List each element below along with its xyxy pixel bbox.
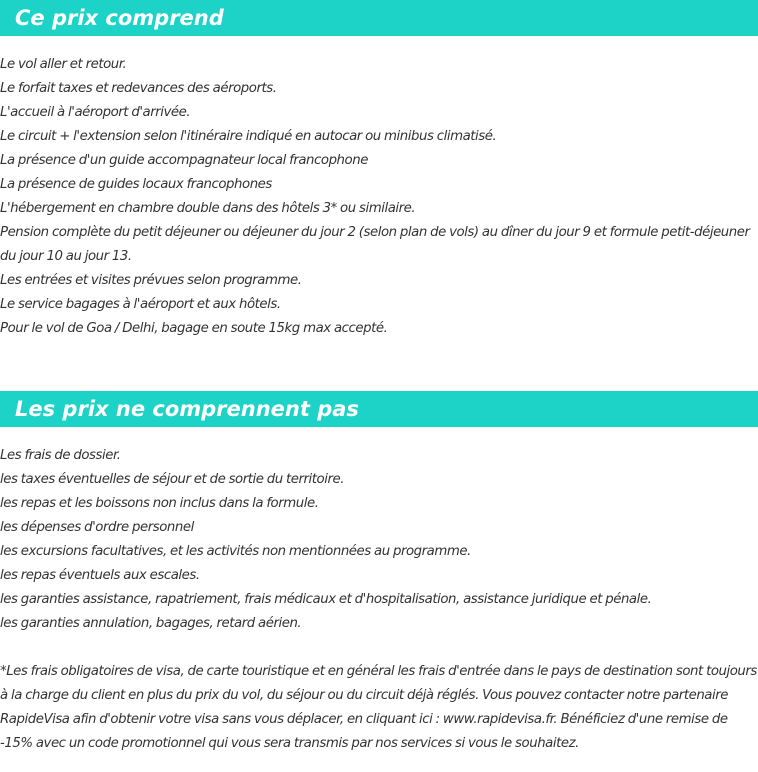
list-item: les repas éventuels aux escales. — [0, 568, 200, 583]
list-item: Le vol aller et retour. — [0, 57, 127, 72]
list-item: les excursions facultatives, et les activités non mentionnées au programme. — [0, 544, 471, 559]
list-item: Les frais de dossier. — [0, 448, 121, 463]
list-item: les taxes éventuelles de séjour et de sortie du territoire. — [0, 472, 345, 487]
list-item: Le forfait taxes et redevances des aéroports. — [0, 81, 277, 96]
included-list — [0, 53, 758, 341]
excluded-list — [0, 444, 758, 636]
visa-note: *Les frais obligatoires de visa, de carte touristique et en général les frais d'entrée dans le pays de destination sont toujours à la charge du client en plus du prix du vol, du séjour ou du circuit déjà réglés. Vous pouvez contacter notre partenaire RapideVisa afin d'obtenir votre visa sans vous déplacer, en cliquant ici : www.rapidevisa.fr. Bénéficiez d'une remise de -15% avec un code promotionnel qui vous sera transmis par nos services si vous le souhaitez. — [0, 664, 757, 751]
included-section-title: Ce prix comprend — [0, 0, 758, 36]
list-item: les garanties annulation, bagages, retard aérien. — [0, 616, 302, 631]
list-item: Pour le vol de Goa / Delhi, bagage en soute 15kg max accepté. — [0, 321, 388, 336]
list-item: Le circuit + l'extension selon l'itinéraire indiqué en autocar ou minibus climatisé. — [0, 129, 497, 144]
list-item: les repas et les boissons non inclus dans la formule. — [0, 496, 319, 511]
list-item: Le service bagages à l'aéroport et aux hôtels. — [0, 297, 281, 312]
list-item: les garanties assistance, rapatriement, frais médicaux et d'hospitalisation, assistance juridique et pénale. — [0, 592, 652, 607]
list-item: L'accueil à l'aéroport d'arrivée. — [0, 105, 191, 120]
list-item: les dépenses d'ordre personnel — [0, 520, 194, 535]
excluded-section-title: Les prix ne comprennent pas — [0, 391, 758, 427]
list-item: Les entrées et visites prévues selon programme. — [0, 273, 302, 288]
list-item: La présence de guides locaux francophones — [0, 177, 272, 192]
list-item: L'hébergement en chambre double dans des hôtels 3* ou similaire. — [0, 201, 416, 216]
list-item: Pension complète du petit déjeuner ou déjeuner du jour 2 (selon plan de vols) au dîner du jour 9 et formule petit-déjeuner du jour 10 au jour 13. — [0, 225, 750, 264]
list-item: La présence d'un guide accompagnateur local francophone — [0, 153, 368, 168]
